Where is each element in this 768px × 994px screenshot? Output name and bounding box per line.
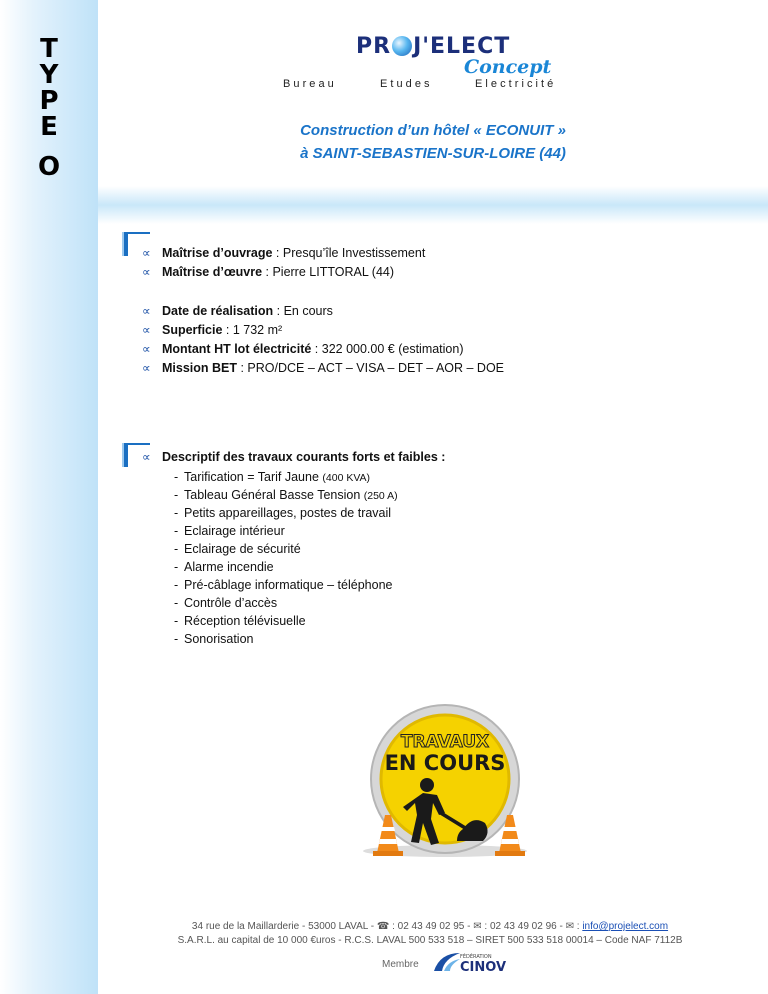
bullet-icon: ∝: [142, 450, 151, 464]
type-o-vertical-label: [34, 36, 64, 180]
item-value: : En cours: [273, 304, 333, 318]
item-value: : Presqu’île Investissement: [272, 246, 426, 260]
document-title-line2: à SAINT-SEBASTIEN-SUR-LOIRE (44): [300, 145, 566, 162]
footer-contact: [160, 921, 700, 932]
horizontal-gradient-band: [98, 186, 768, 224]
item-label: Maîtrise d’ouvrage: [162, 246, 273, 260]
bullet-icon: ∝: [142, 265, 151, 279]
list-item: - Alarme incendie: [174, 560, 274, 574]
cinov-logo: [430, 949, 512, 975]
bullet-icon: ∝: [142, 361, 151, 375]
cinov-name: CINOV: [460, 960, 507, 975]
list-item: [142, 359, 504, 378]
type-letter: Y: [39, 60, 59, 90]
globe-icon: [392, 36, 412, 56]
list-item: - Tarification = Tarif Jaune (400 KVA): [174, 470, 371, 484]
logo-part1: PR: [356, 34, 392, 59]
badge-text-line1: TRAVAUX: [400, 732, 490, 752]
bullet-icon: ∝: [142, 246, 151, 260]
list-item: - Eclairage de sécurité: [174, 542, 301, 556]
logo-script: Concept: [464, 56, 552, 78]
works-list: [174, 468, 398, 648]
tagline-word: E l e c t r i c i t é: [475, 78, 554, 90]
tagline-word: E t u d e s: [380, 78, 430, 90]
item-value: : 1 732 m²: [222, 323, 283, 337]
email-icon: ✉ :: [565, 921, 583, 932]
works-heading-list: [142, 448, 445, 467]
item-value: : 322 000.00 € (estimation): [311, 342, 464, 356]
member-label: Membre: [382, 959, 419, 970]
list-item: - Pré-câblage informatique – téléphone: [174, 578, 393, 592]
list-item: - Sonorisation: [174, 632, 254, 646]
works-heading: [142, 448, 445, 467]
list-item: - Petits appareillages, postes de travail: [174, 506, 392, 520]
type-letter: E: [40, 112, 58, 142]
item-label: Superficie: [162, 323, 223, 337]
list-item: [142, 321, 504, 340]
list-item: [142, 340, 504, 359]
footer-email-link[interactable]: info@projelect.com: [582, 921, 669, 932]
item-label: Maîtrise d’œuvre: [162, 265, 263, 279]
item-label: Montant HT lot électricité: [162, 342, 312, 356]
footer-phone: ☎ : 02 43 49 02 95 -: [376, 921, 474, 932]
type-letter: T: [40, 34, 58, 64]
bullet-icon: ∝: [142, 304, 151, 318]
list-item: - Tableau Général Basse Tension (250 A): [174, 488, 398, 502]
travaux-en-cours-badge: [357, 703, 533, 859]
project-details-list: [142, 302, 504, 378]
footer-fax: ✉ : 02 43 49 02 96 -: [473, 921, 566, 932]
tagline-word: B u r e a u: [283, 78, 334, 90]
type-variant-letter: O: [37, 152, 61, 182]
item-value: : Pierre LITTORAL (44): [262, 265, 395, 279]
document-title-line1: Construction d’un hôtel « ECONUIT »: [300, 122, 566, 139]
list-item: - Eclairage intérieur: [174, 524, 285, 538]
bullet-icon: ∝: [142, 323, 151, 337]
footer-address: 34 rue de la Maillarderie - 53000 LAVAL -: [191, 921, 377, 932]
item-label: Mission BET: [162, 361, 238, 375]
item-label: Date de réalisation: [162, 304, 274, 318]
badge-text-line2: EN COURS: [384, 751, 506, 775]
bullet-icon: ∝: [142, 342, 151, 356]
item-value: : PRO/DCE – ACT – VISA – DET – AOR – DOE: [237, 361, 505, 375]
logo-part2: J'ELECT: [413, 34, 511, 59]
project-info-list: [142, 244, 425, 282]
list-item: [142, 263, 425, 282]
works-heading-text: Descriptif des travaux courants forts et faibles :: [162, 450, 446, 464]
federation-label: FÉDÉRATION: [460, 954, 492, 960]
type-letter: P: [39, 86, 59, 116]
list-item: [142, 244, 425, 263]
footer-legal: S.A.R.L. au capital de 10 000 €uros - R.C.S. LAVAL 500 533 518 – SIRET 500 533 518 00014 – Code NAF 7112B: [177, 935, 683, 946]
list-item: - Contrôle d’accès: [174, 596, 278, 610]
list-item: - Réception télévisuelle: [174, 614, 306, 628]
list-item: [142, 302, 504, 321]
